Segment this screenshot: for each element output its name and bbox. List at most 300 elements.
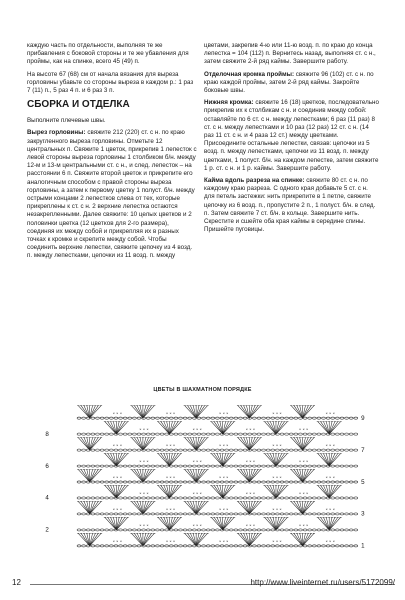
double-crochet-symbol (270, 517, 276, 529)
chain-stitch-symbol (174, 433, 178, 435)
single-crochet-symbol: × (332, 443, 335, 448)
single-crochet-symbol: × (249, 427, 252, 432)
row-number-label: 9 (361, 414, 365, 422)
chain-stitch-symbol (340, 497, 344, 499)
double-crochet-symbol (111, 454, 117, 466)
chain-stitch-symbol (243, 481, 247, 483)
chart-title: ЦВЕТЫ В ШАХМАТНОМ ПОРЯДКЕ (153, 387, 252, 393)
chain-stitch-symbol (109, 449, 113, 451)
chain-stitch-symbol (100, 417, 104, 419)
double-crochet-symbol (143, 533, 154, 545)
double-crochet-symbol (276, 517, 287, 529)
chain-stitch-symbol (100, 513, 104, 515)
chain-stitch-symbol (257, 417, 261, 419)
double-crochet-symbol (143, 502, 154, 514)
chain-stitch-symbol (225, 545, 229, 547)
chain-stitch-symbol (271, 433, 275, 435)
single-crochet-symbol: × (332, 411, 335, 416)
chain-stitch-symbol (151, 433, 155, 435)
chain-stitch-symbol (128, 497, 132, 499)
chain-stitch-symbol (257, 465, 261, 467)
chain-stitch-symbol (266, 513, 270, 515)
chain-stitch-symbol (243, 513, 247, 515)
single-crochet-symbol: × (165, 411, 169, 416)
chain-stitch-symbol (229, 497, 233, 499)
double-crochet-symbol (164, 454, 170, 466)
single-crochet-symbol: × (192, 459, 195, 464)
chain-stitch-symbol (331, 433, 335, 435)
single-crochet-symbol: × (332, 539, 335, 544)
double-crochet-symbol (185, 406, 196, 418)
right-column (204, 42, 379, 238)
double-crochet-symbol (116, 454, 127, 466)
chain-stitch-symbol (105, 417, 109, 419)
chain-stitch-symbol (322, 497, 326, 499)
double-crochet-symbol (303, 406, 314, 418)
chain-stitch-symbol (243, 545, 247, 547)
chain-stitch-symbol (160, 449, 164, 451)
chain-stitch-symbol (243, 529, 247, 531)
chain-stitch-symbol (146, 417, 150, 419)
chain-stitch-symbol (86, 497, 90, 499)
double-crochet-symbol (90, 533, 96, 545)
chain-stitch-symbol (132, 433, 136, 435)
chain-stitch-symbol (206, 529, 210, 531)
chain-stitch-symbol (105, 513, 109, 515)
chain-stitch-symbol (123, 513, 127, 515)
chain-stitch-symbol (266, 529, 270, 531)
chain-stitch-symbol (340, 529, 344, 531)
single-crochet-symbol: × (116, 411, 119, 416)
chain-stitch-symbol (183, 545, 187, 547)
chain-stitch-symbol (91, 433, 95, 435)
chain-stitch-symbol (308, 529, 312, 531)
double-crochet-symbol (90, 438, 101, 450)
double-crochet-symbol (116, 517, 122, 529)
double-crochet-symbol (291, 470, 302, 482)
chain-stitch-symbol (294, 529, 298, 531)
chain-stitch-symbol (354, 497, 358, 499)
chain-stitch-symbol (262, 465, 266, 467)
double-crochet-symbol (90, 470, 101, 482)
single-crochet-symbol: × (116, 507, 119, 512)
chain-stitch-symbol (156, 481, 160, 483)
chain-stitch-symbol (211, 497, 215, 499)
double-crochet-symbol (324, 422, 330, 434)
chain-stitch-symbol (174, 545, 178, 547)
chain-stitch-symbol (109, 513, 113, 515)
chain-stitch-symbol (220, 449, 224, 451)
double-crochet-symbol (90, 502, 96, 514)
single-crochet-symbol: × (146, 523, 149, 528)
chain-stitch-symbol (215, 465, 219, 467)
single-crochet-symbol: × (169, 507, 172, 512)
chain-stitch-symbol (280, 417, 284, 419)
paragraph: цветами, закрепив 4-ю или 11-ю возд. п. по краю до конца лепестка = 104 (112) п. Вернитесь назад, выполняя ст. с н., затем свяжите 2-й ряд каймы. Завершите работу. (204, 42, 376, 66)
double-crochet-symbol (105, 486, 116, 498)
chain-stitch-symbol (220, 513, 224, 515)
double-crochet-symbol (276, 517, 282, 529)
single-crochet-symbol: × (196, 459, 199, 464)
single-crochet-symbol: × (252, 459, 255, 464)
double-crochet-symbol (329, 422, 340, 434)
chain-stitch-symbol (151, 513, 155, 515)
chain-stitch-symbol (179, 545, 183, 547)
single-crochet-symbol: × (199, 491, 202, 496)
chain-stitch-symbol (229, 465, 233, 467)
chain-stitch-symbol (225, 449, 229, 451)
paragraph-body: свяжите 96 (102) ст. с н. по краю каждой проймы, затем 2-й ряд каймы. Закройте боковые швы. (204, 70, 374, 95)
double-crochet-symbol (249, 502, 260, 514)
single-crochet-symbol: × (306, 491, 309, 496)
chain-stitch-symbol (294, 545, 298, 547)
chain-stitch-symbol (169, 513, 173, 515)
chain-stitch-symbol (303, 481, 307, 483)
chain-stitch-symbol (146, 465, 150, 467)
single-crochet-symbol: × (173, 475, 176, 480)
chain-stitch-symbol (215, 417, 219, 419)
single-crochet-symbol: × (226, 539, 229, 544)
double-crochet-symbol (196, 438, 207, 450)
chain-stitch-symbol (197, 545, 201, 547)
row-number-label: 5 (361, 478, 365, 486)
chain-stitch-symbol (132, 497, 136, 499)
double-crochet-symbol (170, 454, 181, 466)
chain-stitch-symbol (257, 513, 261, 515)
double-crochet-symbol (158, 486, 169, 498)
chain-stitch-symbol (285, 433, 289, 435)
chain-stitch-symbol (77, 545, 81, 547)
chain-stitch-symbol (308, 481, 312, 483)
double-crochet-symbol (190, 438, 196, 450)
row-number-label: 6 (45, 462, 49, 470)
chain-stitch-symbol (119, 449, 123, 451)
chain-stitch-symbol (183, 481, 187, 483)
chain-stitch-symbol (299, 529, 303, 531)
chain-stitch-symbol (160, 497, 164, 499)
chain-stitch-symbol (271, 417, 275, 419)
single-crochet-symbol: × (219, 475, 222, 480)
chain-stitch-symbol (225, 513, 229, 515)
chain-stitch-symbol (183, 513, 187, 515)
chain-stitch-symbol (206, 449, 210, 451)
chain-stitch-symbol (142, 497, 146, 499)
chain-stitch-symbol (183, 497, 187, 499)
chain-stitch-symbol (220, 417, 224, 419)
double-crochet-symbol (116, 486, 127, 498)
single-crochet-symbol: × (329, 411, 332, 416)
double-crochet-symbol (223, 517, 234, 529)
chain-stitch-symbol (248, 433, 252, 435)
single-crochet-symbol: × (252, 491, 255, 496)
chain-stitch-symbol (206, 433, 210, 435)
double-crochet-symbol (196, 533, 207, 545)
chain-stitch-symbol (132, 449, 136, 451)
double-crochet-symbol (78, 406, 89, 418)
left-column (27, 42, 197, 265)
chain-stitch-symbol (151, 529, 155, 531)
double-crochet-symbol (143, 470, 149, 482)
chain-stitch-symbol (308, 497, 312, 499)
double-crochet-symbol (116, 486, 122, 498)
single-crochet-symbol: × (112, 507, 115, 512)
chain-stitch-symbol (82, 481, 86, 483)
chain-stitch-symbol (174, 497, 178, 499)
chain-stitch-symbol (119, 481, 123, 483)
chain-stitch-symbol (317, 433, 321, 435)
row-number-label: 2 (45, 526, 49, 534)
double-crochet-symbol (211, 422, 222, 434)
chain-stitch-symbol (303, 465, 307, 467)
double-crochet-symbol (303, 438, 309, 450)
chain-stitch-symbol (160, 481, 164, 483)
single-crochet-symbol: × (165, 475, 169, 480)
chain-stitch-symbol (132, 513, 136, 515)
double-crochet-symbol (223, 454, 229, 466)
chain-stitch-symbol (197, 513, 201, 515)
chain-stitch-symbol (289, 433, 293, 435)
double-crochet-symbol (111, 517, 117, 529)
paragraph: каждую часть по отдельности, выполняя те же прибавления с боковой стороны и те же убавления для проймы, как на спинке, всего 45 (49) п. (27, 42, 189, 66)
chain-stitch-symbol (128, 433, 132, 435)
chain-stitch-symbol (146, 497, 150, 499)
double-crochet-symbol (158, 454, 169, 466)
chain-stitch-symbol (289, 417, 293, 419)
chain-stitch-symbol (96, 497, 100, 499)
chain-stitch-symbol (331, 497, 335, 499)
chain-stitch-symbol (299, 497, 303, 499)
chain-stitch-symbol (128, 545, 132, 547)
chain-stitch-symbol (248, 497, 252, 499)
single-crochet-symbol: × (325, 507, 328, 512)
double-crochet-symbol (196, 470, 207, 482)
chain-stitch-symbol (174, 417, 178, 419)
chain-stitch-symbol (77, 529, 81, 531)
double-crochet-symbol (329, 454, 335, 466)
chain-stitch-symbol (132, 529, 136, 531)
chain-stitch-symbol (151, 417, 155, 419)
row-number-label: 7 (361, 446, 365, 454)
chain-stitch-symbol (345, 513, 349, 515)
chain-stitch-symbol (345, 529, 349, 531)
chain-stitch-symbol (165, 481, 169, 483)
chain-stitch-symbol (312, 481, 316, 483)
chain-stitch-symbol (211, 449, 215, 451)
chain-stitch-symbol (123, 449, 127, 451)
chain-stitch-symbol (215, 433, 219, 435)
chain-stitch-symbol (266, 481, 270, 483)
chain-stitch-symbol (114, 513, 118, 515)
double-crochet-symbol (291, 438, 302, 450)
chain-stitch-symbol (156, 417, 160, 419)
single-crochet-symbol: × (116, 443, 119, 448)
chain-stitch-symbol (322, 449, 326, 451)
single-crochet-symbol: × (142, 427, 145, 432)
single-crochet-symbol: × (222, 443, 225, 448)
chain-stitch-symbol (128, 529, 132, 531)
single-crochet-symbol: × (275, 443, 279, 448)
double-crochet-symbol (303, 470, 309, 482)
chain-stitch-symbol (202, 481, 206, 483)
chain-stitch-symbol (109, 545, 113, 547)
chain-stitch-symbol (322, 513, 326, 515)
chain-stitch-symbol (123, 529, 127, 531)
chain-stitch-symbol (128, 465, 132, 467)
chain-stitch-symbol (266, 433, 270, 435)
chain-stitch-symbol (271, 449, 275, 451)
chain-stitch-symbol (345, 449, 349, 451)
chain-stitch-symbol (192, 529, 196, 531)
chain-stitch-symbol (285, 513, 289, 515)
chain-stitch-symbol (119, 433, 123, 435)
chain-stitch-symbol (257, 433, 261, 435)
chain-stitch-symbol (188, 417, 192, 419)
double-crochet-symbol (223, 517, 229, 529)
chain-stitch-symbol (234, 433, 238, 435)
double-crochet-symbol (132, 438, 143, 450)
double-crochet-symbol (318, 517, 329, 529)
chain-stitch-symbol (192, 497, 196, 499)
chain-stitch-symbol (82, 417, 86, 419)
single-crochet-symbol: × (119, 507, 122, 512)
chain-stitch-symbol (82, 497, 86, 499)
chain-stitch-symbol (132, 417, 136, 419)
single-crochet-symbol: × (245, 459, 248, 464)
chain-stitch-symbol (109, 481, 113, 483)
chain-stitch-symbol (156, 465, 160, 467)
chain-stitch-symbol (169, 417, 173, 419)
chain-stitch-symbol (303, 545, 307, 547)
single-crochet-symbol: × (245, 523, 248, 528)
section-heading: СБОРКА И ОТДЕЛКА (27, 99, 130, 111)
double-crochet-symbol (297, 470, 303, 482)
chain-stitch-symbol (215, 449, 219, 451)
chain-stitch-symbol (211, 433, 215, 435)
double-crochet-symbol (170, 486, 176, 498)
chain-stitch-symbol (206, 465, 210, 467)
double-crochet-symbol (143, 438, 154, 450)
chain-stitch-symbol (156, 513, 160, 515)
chain-stitch-symbol (275, 449, 279, 451)
chain-stitch-symbol (340, 481, 344, 483)
chain-stitch-symbol (114, 417, 118, 419)
double-crochet-symbol (244, 502, 250, 514)
double-crochet-symbol (170, 517, 181, 529)
chain-stitch-symbol (257, 497, 261, 499)
chain-stitch-symbol (192, 465, 196, 467)
single-crochet-symbol: × (279, 539, 282, 544)
chain-stitch-symbol (225, 465, 229, 467)
single-crochet-symbol: × (332, 507, 335, 512)
chain-stitch-symbol (105, 545, 109, 547)
double-crochet-symbol (211, 486, 222, 498)
chain-stitch-symbol (252, 513, 256, 515)
single-crochet-symbol: × (306, 523, 309, 528)
single-crochet-symbol: × (279, 507, 282, 512)
chain-stitch-symbol (229, 433, 233, 435)
chain-stitch-symbol (335, 465, 339, 467)
double-crochet-symbol (329, 454, 340, 466)
chain-stitch-symbol (123, 417, 127, 419)
chain-stitch-symbol (303, 513, 307, 515)
chain-stitch-symbol (312, 513, 316, 515)
paragraph-body: свяжите 80 ст. с н. по каждому краю разреза. С одного края добавьте 5 ст. с н. для петель застежки: нить прикрепите в 1 петле, свяжите цепочку из 6 возд. п., пропустите 2 п., 1 полуст. б/н. в след. п. Затем свяжите 7 ст. б/н. в кольце. Завершите нить. Скрестите и сшейте оба края каймы в середине спины. Пришейте пуговицы. (204, 177, 376, 234)
chain-stitch-symbol (285, 497, 289, 499)
single-crochet-symbol: × (325, 475, 328, 480)
chain-stitch-symbol (345, 465, 349, 467)
chain-stitch-symbol (285, 481, 289, 483)
chain-stitch-symbol (165, 433, 169, 435)
chain-stitch-symbol (165, 497, 169, 499)
double-crochet-symbol (329, 517, 340, 529)
double-crochet-symbol (238, 438, 249, 450)
chain-stitch-symbol (179, 497, 183, 499)
double-crochet-symbol (90, 406, 101, 418)
chain-stitch-symbol (146, 545, 150, 547)
chain-stitch-symbol (146, 433, 150, 435)
chain-stitch-symbol (82, 465, 86, 467)
double-crochet-symbol (164, 422, 170, 434)
chain-stitch-symbol (345, 481, 349, 483)
single-crochet-symbol: × (119, 411, 122, 416)
chain-stitch-symbol (234, 545, 238, 547)
chain-stitch-symbol (220, 545, 224, 547)
double-crochet-symbol (223, 422, 229, 434)
single-crochet-symbol: × (252, 427, 255, 432)
single-crochet-symbol: × (302, 523, 305, 528)
double-crochet-symbol (190, 502, 196, 514)
chain-stitch-symbol (82, 545, 86, 547)
chain-stitch-symbol (317, 417, 321, 419)
chain-stitch-symbol (322, 417, 326, 419)
chain-stitch-symbol (211, 417, 215, 419)
single-crochet-symbol: × (196, 523, 199, 528)
double-crochet-symbol (249, 502, 255, 514)
chain-stitch-symbol (211, 481, 215, 483)
chain-stitch-symbol (331, 513, 335, 515)
single-crochet-symbol: × (226, 443, 229, 448)
chain-stitch-symbol (354, 433, 358, 435)
chain-stitch-symbol (91, 545, 95, 547)
chain-stitch-symbol (132, 465, 136, 467)
chain-stitch-symbol (289, 465, 293, 467)
chain-stitch-symbol (160, 529, 164, 531)
double-crochet-symbol (137, 533, 143, 545)
chain-stitch-symbol (91, 481, 95, 483)
chain-stitch-symbol (234, 529, 238, 531)
footer-url: http://www.liveinternet.ru/users/5172099/ (250, 578, 395, 587)
chain-stitch-symbol (335, 513, 339, 515)
double-crochet-symbol (78, 470, 89, 482)
double-crochet-symbol (196, 406, 202, 418)
chain-stitch-symbol (262, 497, 266, 499)
chain-stitch-symbol (239, 417, 243, 419)
single-crochet-symbol: × (112, 443, 115, 448)
chain-stitch-symbol (303, 529, 307, 531)
chain-stitch-symbol (215, 481, 219, 483)
chain-stitch-symbol (206, 481, 210, 483)
double-crochet-symbol (90, 406, 96, 418)
chain-stitch-symbol (285, 545, 289, 547)
single-crochet-symbol: × (279, 475, 282, 480)
chain-stitch-symbol (225, 529, 229, 531)
chain-stitch-symbol (294, 433, 298, 435)
chain-stitch-symbol (137, 417, 141, 419)
single-crochet-symbol: × (112, 539, 115, 544)
double-crochet-symbol (249, 470, 260, 482)
double-crochet-symbol (90, 470, 96, 482)
chain-stitch-symbol (179, 513, 183, 515)
